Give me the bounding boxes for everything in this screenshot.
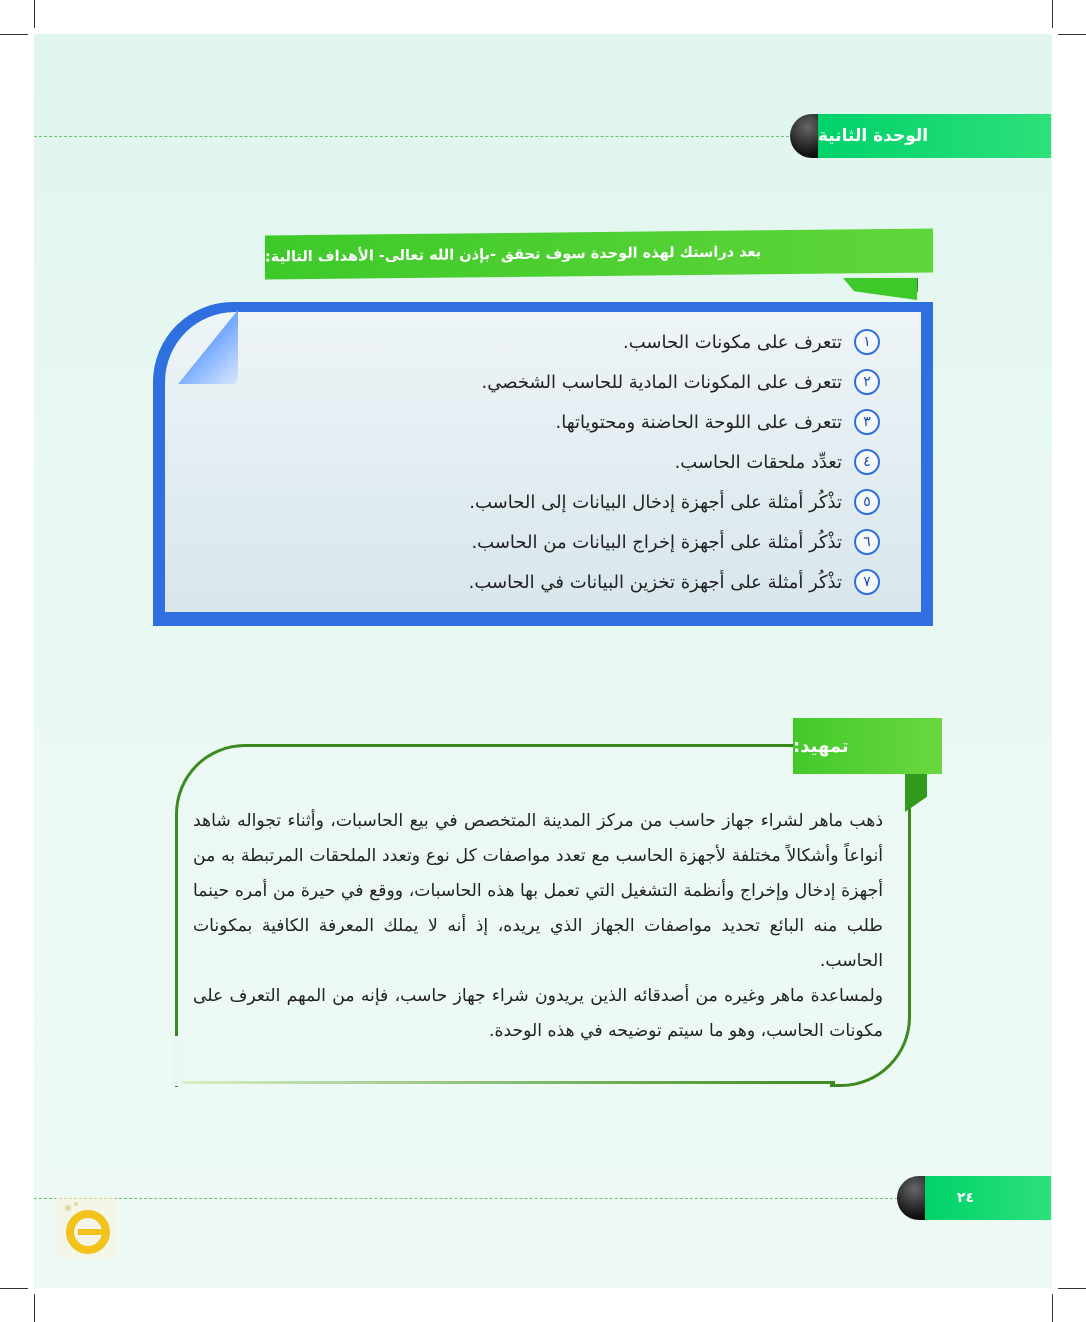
goal-number: ٢ [854,369,880,395]
crop-mark [1052,0,1053,28]
footer-divider [34,1198,898,1199]
goal-item [190,482,880,522]
crop-mark [34,1294,35,1322]
goal-number: ٧ [854,569,880,595]
goal-item [190,322,880,362]
intro-body [193,804,883,1049]
goal-number: ٥ [854,489,880,515]
goal-item [190,362,880,402]
goal-number: ٦ [854,529,880,555]
goal-item [190,522,880,562]
intro-paragraph: ذهب ماهر لشراء جهاز حاسب من مركز المدينة المتخصص في بيع الحاسبات، وأثناء تجواله شاهد أنواعاً وأشكالاً مختلفة لأجهزة الحاسب مع تعدد مواصفات كل نوع وتعدد الملحقات المرتبطة به من أجهزة إدخال وإخراج وأنظمة التشغيل التي تعمل بها هذه الحاسبات، ووقع في حيرة من أمره حينما طلب منه البائع تحديد مواصفات الجهاز الذي يريده، إذ أنه لا يملك المعرفة الكافية بمكونات الحاسب. [193,811,883,971]
crop-mark [1058,34,1086,35]
goal-item [190,562,880,602]
goal-text: تتعرف على مكونات الحاسب. [623,331,842,353]
goal-item [190,402,880,442]
goal-number: ٤ [854,449,880,475]
intro-title: تمهيد: [793,718,942,774]
crop-mark [0,1288,28,1289]
header-divider [34,136,794,137]
goal-text: تذْكُر أمثلة على أجهزة تخزين البيانات في الحاسب. [468,571,842,593]
page-number: ٢٤ [925,1176,1051,1220]
publisher-logo-icon [56,1196,116,1258]
goal-text: تذْكُر أمثلة على أجهزة إخراج البيانات من الحاسب. [471,531,842,553]
goal-number: ٣ [854,409,880,435]
intro-frame-bottom [175,1081,835,1084]
crop-mark [1058,1288,1086,1289]
crop-mark [0,34,28,35]
goals-list [190,322,880,602]
unit-title: الوحدة الثانية [818,114,1051,158]
intro-frame-gap [172,1036,182,1086]
goal-item [190,442,880,482]
intro-paragraph: ولمساعدة ماهر وغيره من أصدقائه الذين يريدون شراء جهاز حاسب، فإنه من المهم التعرف على مكونات الحاسب، وهو ما سيتم توضيحه في هذه الوحدة. [193,986,883,1041]
goal-text: تذْكُر أمثلة على أجهزة إدخال البيانات إلى الحاسب. [469,491,842,513]
goal-number: ١ [854,329,880,355]
goal-text: تتعرف على اللوحة الحاضنة ومحتوياتها. [555,411,842,433]
page-background [34,34,1052,1288]
goal-text: تعدِّد ملحقات الحاسب. [674,451,842,473]
crop-mark [1052,1294,1053,1322]
goals-intro-banner: بعد دراستك لهذه الوحدة سوف تحقق -بإذن الله تعالى- الأهداف التالية: [265,229,933,280]
crop-mark [34,0,35,28]
goal-text: تتعرف على المكونات المادية للحاسب الشخصي. [481,371,842,393]
